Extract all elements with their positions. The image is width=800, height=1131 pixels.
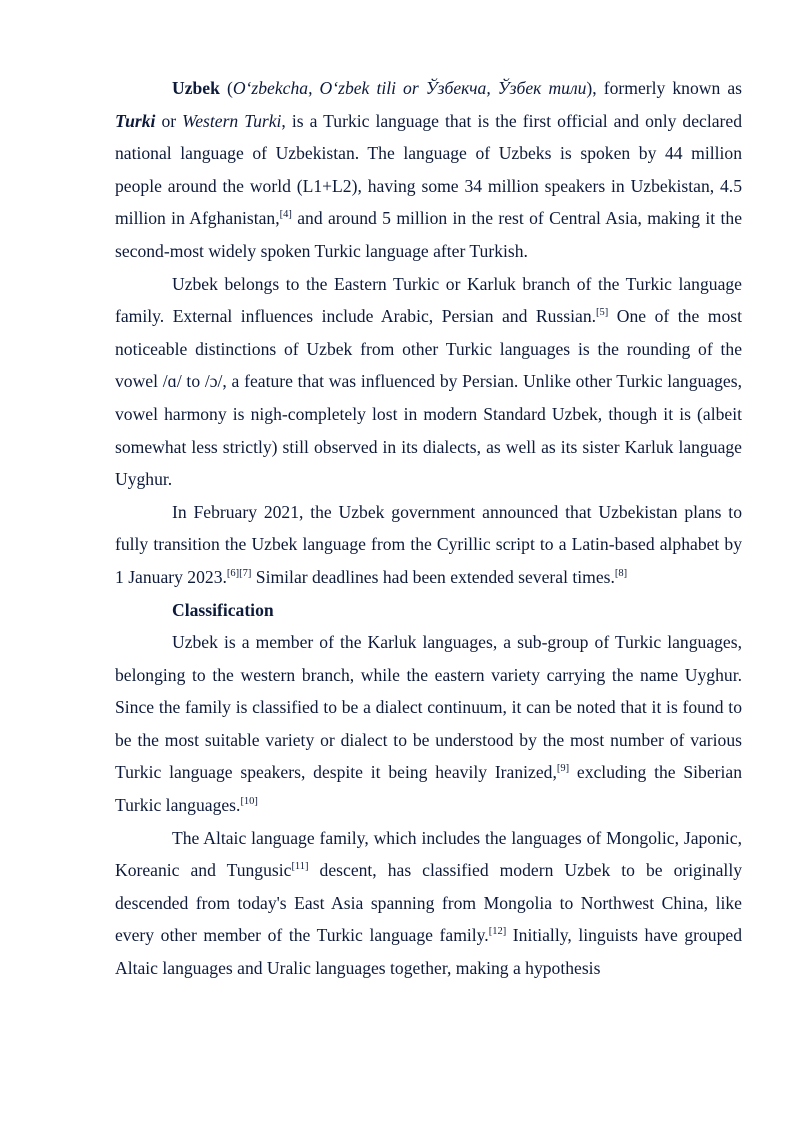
footnote-ref[interactable]: [6][7] — [226, 568, 252, 580]
text-run: In February 2021, the Uzbek government announced that Uzbekistan plans to fully transition the Uzbek language from the Cyrillic script to a Latin-based alphabet by 1 January 2023. — [115, 501, 742, 587]
text-run: ( — [219, 78, 233, 98]
text-run: Initially, linguists have grouped Altaic languages and Uralic languages together, making a hypothesis — [115, 925, 742, 979]
text-run: Uzbek is a member of the Karluk languages, a sub-group of Turkic languages, belonging to the western branch, while the eastern variety carrying the name Uyghur. Since the family is classified to be a dialect continuum, it can be noted that it is found to be the most suitable variety or dialect to be understood by the most number of various Turkic language speakers, despite it being heavily Iranized, — [115, 632, 742, 783]
document-page — [115, 72, 742, 985]
text-run: The Altaic language family, which includes the languages of Mongolic, Japonic, Koreanic and Tungusic — [115, 827, 742, 881]
footnote-ref[interactable]: [10] — [240, 796, 258, 808]
section-heading-classification: Classification — [172, 599, 274, 620]
paragraph-intro — [115, 72, 742, 268]
paragraph-karluk — [115, 626, 742, 822]
term-turki: Turki — [115, 110, 156, 131]
text-run: ), formerly known as — [586, 78, 742, 98]
footnote-ref[interactable]: [12] — [488, 926, 507, 938]
native-names: Oʻzbekcha, Oʻzbek tili or Ўзбекча, Ўзбек тили — [232, 78, 587, 98]
paragraph-transition — [115, 496, 742, 594]
footnote-ref[interactable]: [11] — [291, 861, 309, 873]
text-run: descent, has classified modern Uzbek to be originally descended from today's East Asia spanning from Mongolia to Northwest China, like every other member of the Turkic language family. — [115, 860, 743, 946]
paragraph-branch — [115, 268, 742, 496]
text-run: or — [155, 110, 183, 131]
term-western-turki: Western Turki — [182, 110, 282, 131]
footnote-ref[interactable]: [5] — [596, 307, 609, 319]
text-run: One of the most noticeable distinctions of Uzbek from other Turkic languages is the rounding of the vowel /ɑ/ to /ɔ/, a feature that was influenced by Persian. Unlike other Turkic languages, vowel harmony is nigh-completely lost in modern Standard Uzbek, though it is (albeit somewhat less strictly) still observed in its dialects, as well as its sister Karluk language Uyghur. — [115, 306, 742, 490]
paragraph-altaic — [115, 822, 742, 985]
footnote-ref[interactable]: [9] — [556, 763, 570, 775]
text-run: excluding the Siberian Turkic languages. — [115, 762, 742, 816]
footnote-ref[interactable]: [4] — [279, 209, 292, 221]
text-run: Similar deadlines had been extended several times. — [251, 566, 615, 587]
text-run: , is a Turkic language that is the first official and only declared national language of Uzbekistan. The language of Uzbeks is spoken by 44 million people around the world (L1+L2), having some 34 million speakers in Uzbekistan, 4.5 million in Afghanistan, — [115, 110, 743, 229]
text-run: Uzbek belongs to the Eastern Turkic or Karluk branch of the Turkic language family. External influences include Arabic, Persian and Russian. — [115, 273, 742, 327]
term-uzbek: Uzbek — [172, 78, 220, 98]
footnote-ref[interactable]: [8] — [614, 568, 628, 580]
text-run: and around 5 million in the rest of Central Asia, making it the second-most widely spoken Turkic language after Turkish. — [115, 208, 743, 261]
